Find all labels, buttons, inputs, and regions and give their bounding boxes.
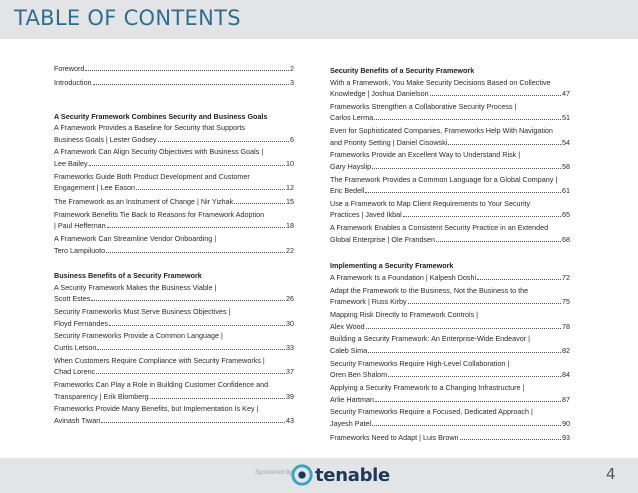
toc-entry: [54, 307, 294, 329]
dot-leader: [388, 369, 561, 377]
toc-entry: [330, 286, 570, 308]
toc-entry-text: Carlos Lerma: [330, 113, 374, 123]
sponsor-label: Sponsored by:: [255, 470, 294, 476]
dot-leader: [477, 272, 561, 280]
toc-page-number: 54: [562, 137, 570, 147]
toc-page-number: 3: [290, 77, 294, 87]
toc-entry: [330, 150, 570, 172]
toc-entry: [54, 404, 294, 426]
toc-entry-line: [330, 112, 570, 124]
section-heading: Business Benefits of a Security Framework: [54, 271, 202, 281]
toc-entry-text: Framework | Russ Kirby: [330, 297, 407, 307]
page-number: 4: [606, 465, 616, 483]
dot-leader: [365, 185, 561, 193]
toc-entry-text: Arlie Hartman: [330, 394, 374, 404]
toc-entry-line: [54, 366, 294, 378]
toc-page-number: 82: [562, 345, 570, 355]
toc-page-number: 43: [286, 415, 294, 425]
toc-top-group: [54, 63, 294, 88]
toc-entry-line: [330, 234, 570, 246]
dot-leader: [372, 161, 561, 169]
toc-entry-text: When Customers Require Compliance with Security Frameworks |: [54, 355, 265, 365]
toc-page-number: 2: [290, 64, 294, 73]
toc-entry: [54, 147, 294, 169]
toc-entry: [330, 223, 570, 245]
dot-leader: [96, 366, 285, 374]
toc-page-number: 75: [562, 297, 570, 307]
toc-entry: [330, 310, 570, 332]
dot-leader: [436, 234, 561, 242]
toc-entry-text: Business Goals | Lester Godsey: [54, 134, 157, 144]
toc-page-number: 58: [562, 161, 570, 171]
toc-entry-text: Framework Benefits Tie Back to Reasons for Framework Adoption: [54, 209, 265, 219]
toc-entry-text: A Framework Can Streamline Vendor Onboarding |: [54, 234, 217, 244]
toc-entry-text: Global Enterprise | Ole Frandsen: [330, 234, 435, 244]
toc-page-number: 68: [562, 234, 570, 244]
toc-entry-line: [330, 369, 570, 381]
toc-entry-text: | Paul Heffernan: [54, 221, 106, 231]
dot-leader: [101, 415, 285, 423]
toc-entry-line: [54, 293, 294, 305]
toc-entry-line: [54, 182, 294, 194]
toc-entry-line: [330, 88, 570, 100]
toc-entry: [330, 199, 570, 221]
toc-entry-text: A Security Framework Makes the Business Viable |: [54, 282, 217, 292]
toc-entry: [330, 126, 570, 148]
toc-entry-line: [330, 272, 570, 284]
dot-leader: [403, 209, 561, 217]
toc-entry-text: Foreword: [54, 64, 85, 73]
toc-entry-text: A Framework Is a Foundation | Kalpesh Doshi: [330, 273, 477, 283]
dot-leader: [366, 321, 561, 329]
dot-leader: [97, 342, 285, 350]
toc-entry: [330, 175, 570, 197]
toc-entry-text: The Framework Provides a Common Language for a Global Company |: [330, 174, 558, 184]
toc-page-number: 84: [562, 370, 570, 380]
toc-entry-text: Adapt the Framework to the Business, Not the Business to the: [330, 285, 529, 295]
section-heading: A Security Framework Combines Security and Business Goals: [54, 111, 268, 121]
toc-entry: [330, 359, 570, 381]
toc-entry-text: A Framework Can Align Security Objectives with Business Goals |: [54, 147, 264, 157]
toc-entry-line: [330, 161, 570, 173]
toc-entry-line: [54, 318, 294, 330]
toc-entry-text: Frameworks Need to Adapt | Luis Brown: [330, 432, 459, 442]
dot-leader: [93, 77, 289, 85]
toc-entry: [54, 234, 294, 256]
toc-entry: [330, 432, 570, 444]
toc-page-number: 90: [562, 418, 570, 428]
toc-page-number: 47: [562, 89, 570, 98]
toc-entry-text: Gary Hayslip: [330, 161, 372, 171]
toc-entry-line: [330, 345, 570, 357]
toc-entry-text: Alex Wood: [330, 321, 365, 331]
toc-entry: [54, 77, 294, 89]
dot-leader: [85, 63, 289, 71]
toc-entry-text: Transparency | Erik Blomberg: [54, 391, 149, 401]
toc-entry-text: Frameworks Strengthen a Collaborative Security Process |: [330, 101, 517, 111]
toc-section-entries: [330, 78, 570, 246]
toc-entry-text: Frameworks Provide Many Benefits, but Implementation Is Key |: [54, 404, 259, 414]
toc-entry: [54, 123, 294, 145]
dot-leader: [368, 345, 561, 353]
toc-page-number: 61: [562, 186, 570, 196]
dot-leader: [430, 88, 561, 96]
toc-entry: [54, 331, 294, 353]
section-heading: Implementing a Security Framework: [330, 260, 454, 270]
toc-entry: [54, 356, 294, 378]
dot-leader: [91, 293, 285, 301]
toc-page-number: 87: [562, 394, 570, 404]
toc-entry-line: [330, 394, 570, 406]
toc-entry-text: Tero Lampiluoto: [54, 245, 106, 255]
toc-entry: [54, 172, 294, 194]
toc-entry-text: Security Frameworks Require High-Level Collaboration |: [330, 358, 510, 368]
dot-leader: [374, 112, 561, 120]
toc-entry: [54, 283, 294, 305]
toc-entry-text: Introduction: [54, 77, 92, 87]
toc-entry-text: Lee Bailey: [54, 158, 88, 168]
toc-entry-line: [54, 77, 294, 89]
toc-entry-text: Avinash Tiwari: [54, 415, 101, 425]
toc-entry-line: [54, 391, 294, 403]
toc-page-number: 6: [290, 134, 294, 144]
dot-leader: [89, 158, 285, 166]
toc-entry-line: [54, 134, 294, 146]
toc-entry-line: [330, 137, 570, 149]
toc-page-number: 18: [286, 221, 294, 231]
toc-entry-text: Engagement | Lee Eason: [54, 183, 135, 193]
toc-page-number: 93: [562, 432, 570, 442]
toc-entry: [330, 383, 570, 405]
toc-page-number: 51: [562, 113, 570, 123]
toc-entry-line: [330, 296, 570, 308]
toc-entry: [330, 407, 570, 429]
toc-page-number: 12: [286, 183, 294, 193]
toc-section-entries: [54, 123, 294, 256]
toc-entry-text: Practices | Javed Ikbal: [330, 210, 402, 220]
toc-section-entries: [330, 272, 570, 443]
toc-entry: [54, 196, 294, 208]
toc-entry: [330, 102, 570, 124]
toc-entry-line: [54, 196, 294, 208]
toc-entry-line: [54, 245, 294, 257]
toc-page-number: 22: [286, 245, 294, 255]
toc-entry-text: Caleb Sima: [330, 345, 368, 355]
toc-page-number: 39: [286, 391, 294, 401]
dot-leader: [234, 196, 285, 204]
toc-entry: [54, 63, 294, 75]
dot-leader: [372, 418, 561, 426]
toc-entry-line: [330, 432, 570, 444]
page-title: TABLE OF CONTENTS: [14, 6, 241, 30]
toc-section-entries: [54, 283, 294, 426]
dot-leader: [375, 394, 561, 402]
toc-entry-text: Eric Bedell: [330, 186, 365, 196]
toc-entry-text: Chad Lorenc: [54, 367, 96, 377]
toc-entry-line: [330, 185, 570, 197]
toc-entry-text: and Priority Setting | Daniel Cisowski: [330, 137, 448, 147]
toc-entry-line: [330, 418, 570, 430]
tenable-logo: [291, 463, 391, 487]
toc-right-column: [330, 66, 570, 445]
tenable-mark-icon: [291, 464, 313, 486]
toc-entry-line: [54, 415, 294, 427]
toc-entry-text: Building a Security Framework: An Enterprise-Wide Endeavor |: [330, 334, 531, 344]
toc-entry-text: Scott Estes: [54, 294, 91, 304]
toc-entry-text: Jayesh Patel: [330, 418, 372, 428]
dot-leader: [460, 432, 561, 440]
toc-page-number: 65: [562, 210, 570, 220]
dot-leader: [107, 220, 285, 228]
toc-entry-text: Security Frameworks Provide a Common Language |: [54, 331, 223, 341]
toc-entry: [330, 78, 570, 100]
toc-entry-text: A Framework Enables a Consistent Security Practice in an Extended: [330, 223, 549, 233]
toc-entry-text: Oren Ben Shalom: [330, 370, 388, 380]
toc-entry-line: [330, 209, 570, 221]
toc-entry-text: Use a Framework to Map Client Requirements to Your Security: [330, 198, 531, 208]
dot-leader: [106, 245, 285, 253]
toc-entry-text: Floyd Fernandes: [54, 318, 108, 328]
toc-entry-line: [54, 158, 294, 170]
dot-leader: [150, 391, 285, 399]
toc-entry-text: Applying a Security Framework to a Changing Infrastructure |: [330, 383, 525, 393]
toc-entry-text: Frameworks Guide Both Product Development and Customer: [54, 171, 250, 181]
toc-entry-line: [54, 63, 294, 75]
dot-leader: [109, 318, 285, 326]
toc-entry-text: Security Frameworks Require a Focused, Dedicated Approach |: [330, 407, 533, 417]
toc-page-number: 26: [286, 294, 294, 304]
toc-page-number: 33: [286, 342, 294, 352]
toc-entry-text: With a Framework, You Make Security Decisions Based on Collective: [330, 77, 551, 87]
toc-entry-text: Mapping Risk Directly to Framework Controls |: [330, 310, 479, 320]
dot-leader: [136, 182, 285, 190]
toc-entry-text: A Framework Provides a Baseline for Security that Supports: [54, 123, 245, 133]
toc-page-number: 37: [286, 367, 294, 377]
toc-entry-line: [54, 220, 294, 232]
toc-entry-line: [330, 321, 570, 333]
toc-entry-text: Frameworks Can Play a Role in Building Customer Confidence and: [54, 380, 269, 390]
dot-leader: [158, 134, 289, 142]
brand-name: tenable: [315, 464, 390, 486]
toc-entry-text: The Framework as an Instrument of Change | Nir Yizhak: [54, 196, 234, 206]
toc-entry-text: Curtis Letson: [54, 342, 97, 352]
toc-left-column: [54, 63, 294, 429]
toc-entry: [54, 380, 294, 402]
dot-leader: [408, 296, 561, 304]
toc-entry: [330, 272, 570, 284]
toc-entry-text: Security Frameworks Must Serve Business Objectives |: [54, 307, 231, 317]
toc-page-number: 78: [562, 321, 570, 331]
toc-page-number: 72: [562, 273, 570, 283]
toc-entry-text: Knowledge | Joshua Danielson: [330, 89, 429, 98]
toc-entry-line: [54, 342, 294, 354]
toc-page-number: 10: [286, 158, 294, 168]
toc-entry-text: Frameworks Provide an Excellent Way to Understand Risk |: [330, 150, 521, 160]
toc-entry: [330, 334, 570, 356]
section-heading: Security Benefits of a Security Framework: [330, 66, 475, 75]
toc-entry-text: Even for Sophisticated Companies, Frameworks Help With Navigation: [330, 126, 553, 136]
toc-page-number: 30: [286, 318, 294, 328]
toc-page-number: 15: [286, 196, 294, 206]
toc-entry: [54, 210, 294, 232]
dot-leader: [448, 137, 561, 145]
